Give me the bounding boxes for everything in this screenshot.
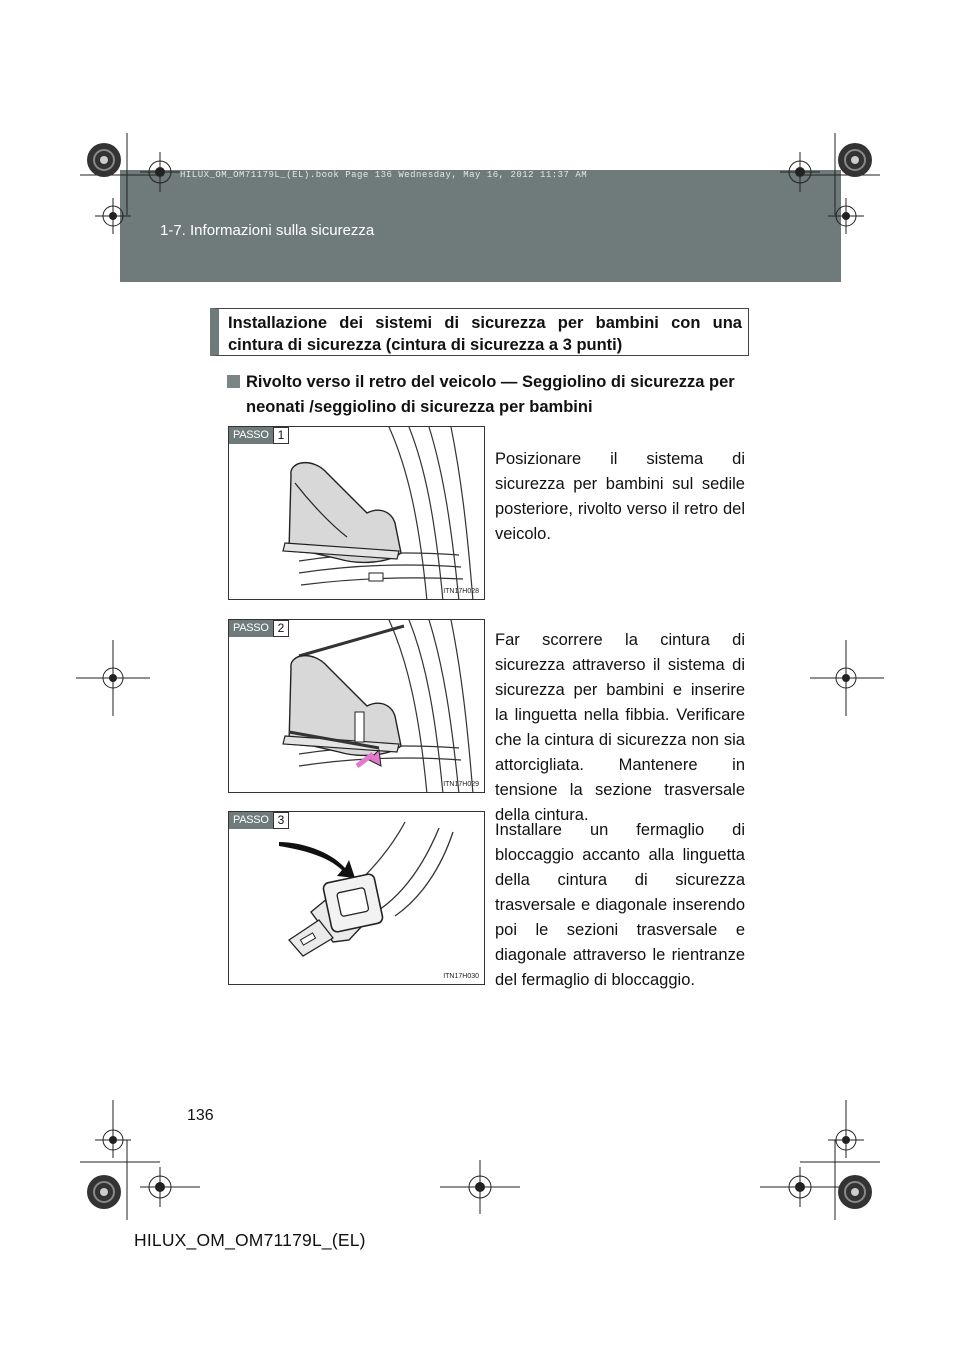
registration-target-icon	[760, 1167, 840, 1207]
heading-word: sistemi	[375, 314, 433, 332]
registration-target-icon	[440, 1160, 520, 1214]
heading-word: Installazione	[228, 314, 328, 332]
step-label: PASSO	[229, 812, 273, 829]
registration-target-icon	[828, 1100, 864, 1158]
heading-word: di	[444, 314, 460, 332]
sunburst-register-icon	[838, 143, 872, 177]
page-number: 136	[187, 1107, 214, 1124]
step-3-badge	[229, 812, 289, 829]
registration-target-icon	[95, 1100, 131, 1158]
heading-word: per	[557, 314, 584, 332]
heading-word: una	[712, 314, 742, 332]
bullet-square-icon	[227, 375, 240, 388]
step-number: 3	[273, 812, 290, 829]
child-seat-on-rear-seat-drawing	[229, 427, 485, 600]
step-3-illustration	[228, 811, 485, 985]
step-2-text: Far scorrere la cintura di sicurezza attraverso il sistema di sicurezza per bambini e inserire la linguetta nella fibbia. Verificare che la cintura di sicurezza non sia attorcigliata. Mantenere in tensione la sezione trasversale della cintura.	[495, 631, 745, 824]
registration-target-icon	[810, 640, 884, 716]
step-2-illustration	[228, 619, 485, 793]
figure-code: ITN17H030	[443, 973, 479, 980]
sunburst-register-icon	[87, 1175, 121, 1209]
section-heading-box	[210, 308, 749, 356]
heading-word: con	[671, 314, 701, 332]
step-label: PASSO	[229, 427, 273, 444]
heading-line-2: cintura di sicurezza (cintura di sicurezza a 3 punti)	[228, 336, 623, 354]
sunburst-register-icon	[838, 1175, 872, 1209]
heading-word: bambini	[595, 314, 659, 332]
heading-word: sicurezza	[471, 314, 546, 332]
step-3-text: Installare un fermaglio di bloccaggio accanto alla linguetta della cintura di sicurezza trasversale e diagonale inserendo poi le sezioni trasversale e diagonale attraverso le rientranze del fermaglio di bloccaggio.	[495, 821, 745, 989]
subheading-text: Rivolto verso il retro del veicolo — Seggiolino di sicurezza per neonati /seggiolino di sicurezza per bambini	[246, 373, 735, 416]
step-1-text: Posizionare il sistema di sicurezza per bambini sul sedile posteriore, rivolto verso il retro del veicolo.	[495, 450, 745, 543]
heading-line-1	[228, 312, 742, 334]
step-2-badge	[229, 620, 289, 637]
heading-word: dei	[339, 314, 364, 332]
locking-clip-drawing	[229, 812, 485, 985]
footer-doc-code: HILUX_OM_OM71179L_(EL)	[134, 1230, 366, 1250]
sunburst-register-icon	[87, 143, 121, 177]
belt-through-child-seat-drawing	[229, 620, 485, 793]
registration-target-icon	[76, 640, 150, 716]
step-number: 1	[273, 427, 290, 444]
section-title: 1-7. Informazioni sulla sicurezza	[160, 222, 375, 239]
step-label: PASSO	[229, 620, 273, 637]
book-file-line: HILUX_OM_OM71179L_(EL).book Page 136 Wednesday, May 16, 2012 11:37 AM	[180, 170, 588, 180]
registration-target-icon	[140, 1167, 200, 1207]
figure-code: ITN17H028	[443, 588, 479, 595]
step-1-illustration	[228, 426, 485, 600]
step-number: 2	[273, 620, 290, 637]
subheading	[227, 370, 752, 420]
step-1-badge	[229, 427, 289, 444]
figure-code: ITN17H029	[443, 781, 479, 788]
